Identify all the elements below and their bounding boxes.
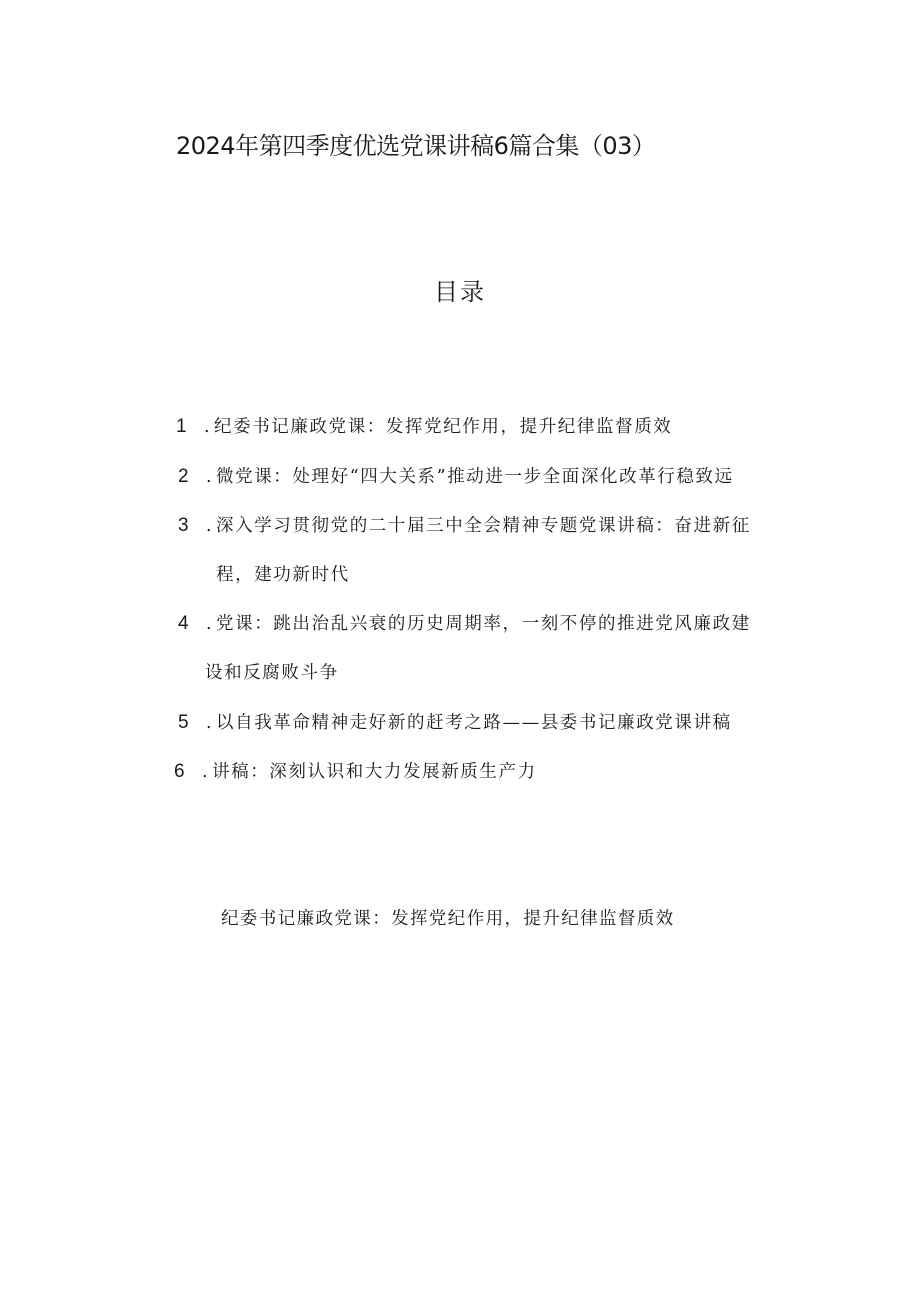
toc-item <box>178 610 751 635</box>
toc-item-separator: . <box>206 713 214 733</box>
toc-item-separator: . <box>202 762 210 782</box>
section-title: 纪委书记廉政党课：发挥党纪作用，提升纪律监督质效 <box>221 909 675 929</box>
toc-heading: 目录 <box>434 278 486 306</box>
toc-item <box>178 463 734 488</box>
toc-item <box>174 758 537 783</box>
toc-item-number: 2 <box>178 466 191 487</box>
document-title: 2024年第四季度优选党课讲稿6篇合集（03） <box>176 132 656 160</box>
toc-item-number: 1 <box>176 416 189 437</box>
toc-item-text: 以自我革命精神走好新的赶考之路——县委书记廉政党课讲稿 <box>216 713 732 733</box>
toc-item-continuation: 程，建功新时代 <box>216 565 350 585</box>
toc-item-continuation: 设和反腐败斗争 <box>205 663 339 683</box>
toc-item-text: 党课：跳出治乱兴衰的历史周期率，一刻不停的推进党风廉政建 <box>216 614 751 634</box>
toc-item-number: 6 <box>174 761 187 782</box>
toc-item <box>176 413 672 438</box>
toc-item <box>178 709 732 734</box>
toc-item-text: 微党课：处理好“四大关系”推动进一步全面深化改革行稳致远 <box>216 467 734 487</box>
toc-item-text: 纪委书记廉政党课：发挥党纪作用，提升纪律监督质效 <box>214 417 673 437</box>
toc-item <box>178 512 751 537</box>
toc-item-text: 深入学习贯彻党的二十届三中全会精神专题党课讲稿：奋进新征 <box>216 516 751 536</box>
toc-item-separator: . <box>206 614 214 634</box>
toc-item-separator: . <box>204 417 212 437</box>
toc-item-text: 讲稿：深刻认识和大力发展新质生产力 <box>212 762 537 782</box>
toc-item-separator: . <box>206 467 214 487</box>
toc-item-number: 5 <box>178 712 191 733</box>
toc-item-number: 3 <box>178 515 191 536</box>
toc-item-number: 4 <box>178 613 191 634</box>
toc-item-separator: . <box>206 516 214 536</box>
